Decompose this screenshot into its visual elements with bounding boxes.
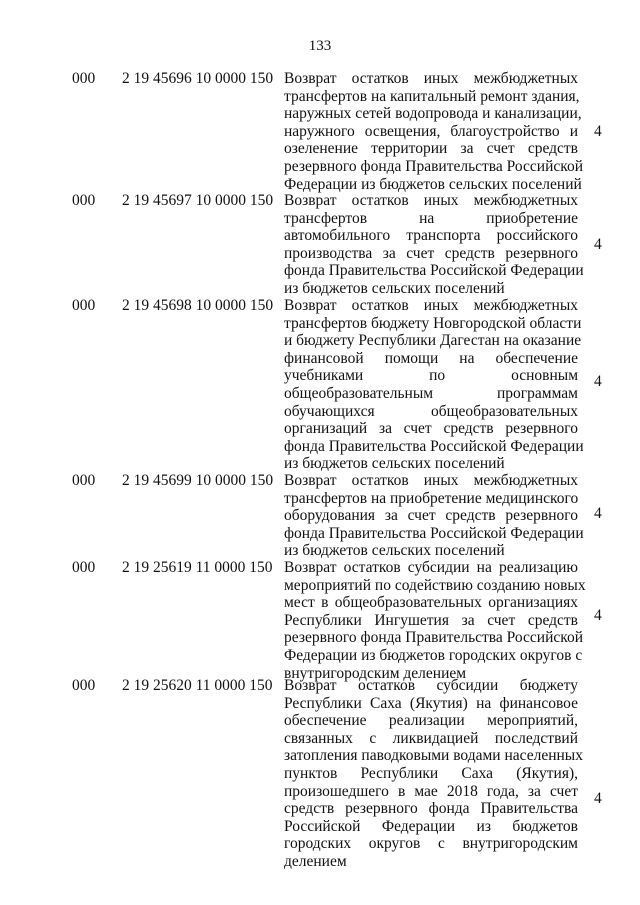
description-line: городских округов с внутригородским xyxy=(284,835,578,853)
amount: 4 xyxy=(594,236,602,253)
budget-classification-code: 2 19 45699 10 0000 150 xyxy=(122,472,274,489)
budget-classification-code: 2 19 45696 10 0000 150 xyxy=(122,70,274,87)
description-line: трансфертов на приобретение медицинского xyxy=(284,489,579,507)
description-line: Российской Федерации из бюджетов xyxy=(284,817,578,835)
row-description xyxy=(284,677,583,871)
admin-code: 000 xyxy=(72,192,96,209)
description-line: пунктов Республики Саха (Якутия), xyxy=(284,764,578,782)
description-line: Республики Ингушетия за счет средств xyxy=(284,611,578,629)
amount: 4 xyxy=(594,505,602,522)
description-line: фонда Правительства Российской Федерации xyxy=(284,524,584,542)
row-description xyxy=(284,70,584,193)
description-line: обеспечение реализации мероприятий, xyxy=(284,712,578,730)
budget-classification-code: 2 19 25620 11 0000 150 xyxy=(122,677,273,694)
description-line: Возврат остатков иных межбюджетных xyxy=(284,192,578,209)
description-line: Федерации из бюджетов городских округов с xyxy=(284,646,583,664)
description-line: трансфертов на капитальный ремонт здания, xyxy=(284,87,580,105)
amount: 4 xyxy=(594,790,602,807)
amount: 4 xyxy=(594,373,602,390)
page-number: 133 xyxy=(308,38,332,54)
description-line: оборудования за счет средств резервного xyxy=(284,507,578,525)
description-line: производства за счет средств резервного xyxy=(284,244,578,262)
table-row xyxy=(0,559,640,681)
description-line: фонда Правительства Российской Федерации xyxy=(284,437,584,455)
description-line: из бюджетов сельских поселений xyxy=(284,455,505,473)
row-description xyxy=(284,192,584,298)
description-line: резервного фонда Правительства Российской xyxy=(284,629,584,647)
table-row xyxy=(0,70,640,192)
row-description xyxy=(284,472,584,560)
admin-code: 000 xyxy=(72,472,96,489)
description-line: Возврат остатков иных межбюджетных xyxy=(284,472,578,489)
description-line: Федерации из бюджетов сельских поселений xyxy=(284,175,582,193)
row-description xyxy=(284,297,584,473)
admin-code: 000 xyxy=(72,559,96,576)
description-line: затопления паводковыми водами населенных xyxy=(284,747,583,765)
amount: 4 xyxy=(594,123,602,140)
description-line: Возврат остатков субсидии бюджету xyxy=(284,677,578,694)
description-line: произошедшего в мае 2018 года, за счет xyxy=(284,782,578,800)
description-line: Республики Саха (Якутия) на финансовое xyxy=(284,694,578,712)
admin-code: 000 xyxy=(72,297,96,314)
description-line: делением xyxy=(284,852,347,870)
budget-classification-code: 2 19 25619 11 0000 150 xyxy=(122,559,273,576)
description-line: учебниками по основным xyxy=(284,367,578,385)
table-row xyxy=(0,297,640,471)
description-line: наружных сетей водопровода и канализации, xyxy=(284,105,582,123)
budget-classification-code: 2 19 45697 10 0000 150 xyxy=(122,192,274,209)
table-row xyxy=(0,677,640,871)
description-line: внутригородским делением xyxy=(284,664,467,682)
description-line: наружного освещения, благоустройство и xyxy=(284,122,578,140)
description-line: из бюджетов сельских поселений xyxy=(284,542,505,560)
description-line: трансфертов на приобретение xyxy=(284,209,578,227)
admin-code: 000 xyxy=(72,677,96,694)
description-line: обучающихся общеобразовательных xyxy=(284,402,578,420)
budget-classification-code: 2 19 45698 10 0000 150 xyxy=(122,297,274,314)
description-line: автомобильного транспорта российского xyxy=(284,227,578,245)
admin-code: 000 xyxy=(72,70,96,87)
description-line: общеобразовательным программам xyxy=(284,384,578,402)
description-line: резервного фонда Правительства Российской xyxy=(284,157,584,175)
table-row xyxy=(0,472,640,559)
description-line: финансовой помощи на обеспечение xyxy=(284,349,578,367)
description-line: связанных с ликвидацией последствий xyxy=(284,729,578,747)
amount: 4 xyxy=(594,607,602,624)
description-line: средств резервного фонда Правительства xyxy=(284,800,578,818)
description-line: и бюджету Республики Дагестан на оказание xyxy=(284,332,582,350)
description-line: Возврат остатков иных межбюджетных xyxy=(284,297,578,314)
description-line: Возврат остатков субсидии на реализацию xyxy=(284,559,578,576)
description-line: Возврат остатков иных межбюджетных xyxy=(284,70,578,87)
description-line: мероприятий по содействию созданию новых xyxy=(284,576,586,594)
description-line: озеленение территории за счет средств xyxy=(284,140,578,158)
description-line: из бюджетов сельских поселений xyxy=(284,279,505,297)
description-line: трансфертов бюджету Новгородской области xyxy=(284,314,582,332)
description-line: организаций за счет средств резервного xyxy=(284,420,578,438)
description-line: мест в общеобразовательных организациях xyxy=(284,594,578,612)
table-row xyxy=(0,192,640,296)
description-line: фонда Правительства Российской Федерации xyxy=(284,262,584,280)
row-description xyxy=(284,559,586,682)
